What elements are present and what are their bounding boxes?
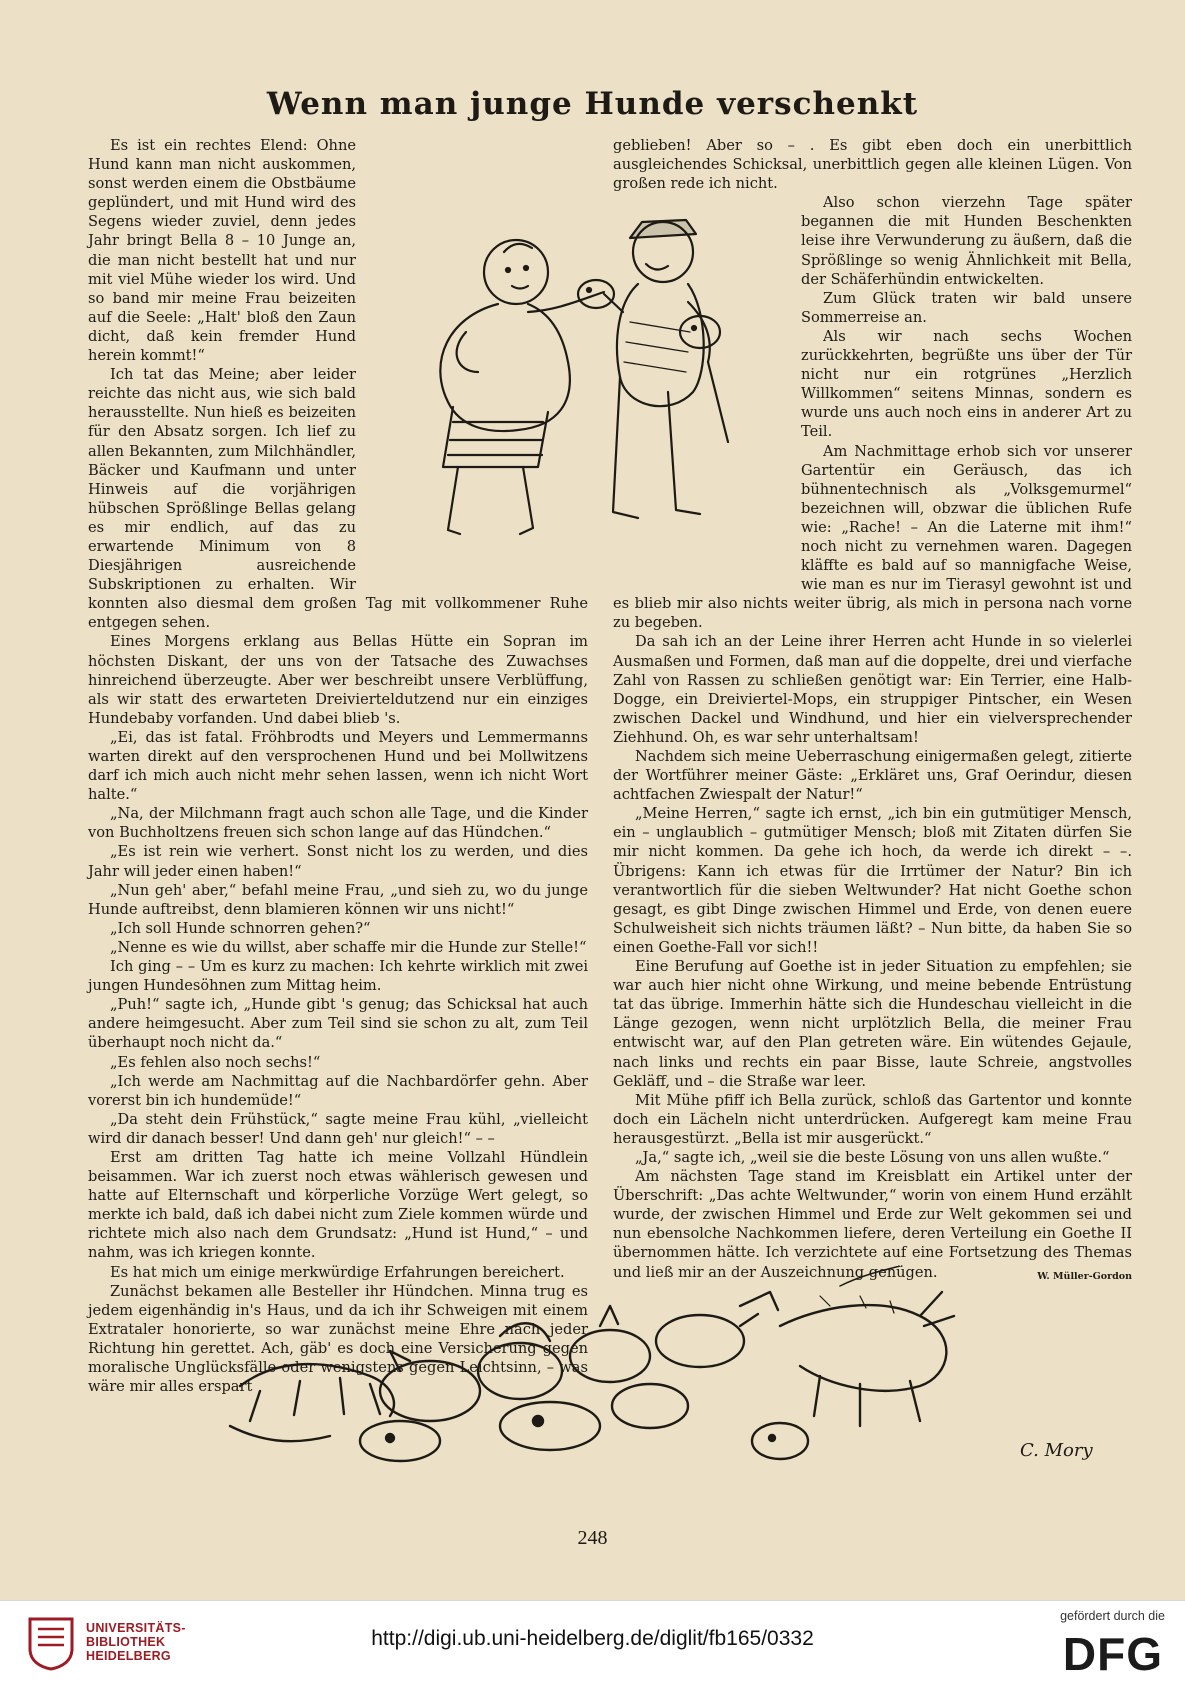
paragraph: „Da steht dein Frühstück,“ sagte meine Frau kühl, „vielleicht wird dir danach besser! Und dann geh' nur gleich!“ – – xyxy=(88,1110,588,1147)
paragraph: Also schon vierzehn Tage später begannen die mit Hunden Beschenkten leise ihre Verwunderung zu äußern, daß die Sprößlinge so wenig Ähnlichkeit mit Bella, der Schäferhündin entwickelten. xyxy=(801,194,1132,288)
paragraph: geblieben! Aber so – . Es gibt eben doch ein unerbittlich ausgleichendes Schicksal, unerbittlich gegen alle kleinen Lügen. Von großen rede ich nicht. xyxy=(613,137,1132,193)
paragraph: Eine Berufung auf Goethe ist in jeder Situation zu empfehlen; sie war auch hier nicht ohne Wirkung, und meine bebende Entrüstung tat das übrige. Immerhin hätte sich die Hundeschau vielleicht in die Länge gezogen, wenn nicht urplötzlich Bella, die meiner Frau entwischt war, auf den Plan getreten wäre. Ein wütendes Gejaule, nach links und rechts ein paar Bisse, laute Schreie, angstvolles Gekläff, und – die Straße war leer. xyxy=(613,958,1132,1090)
paragraph: Ich ging – – Um es kurz zu machen: Ich kehrte wirklich mit zwei jungen Hundesöhnen zum Mittag heim. xyxy=(88,958,588,995)
article-title: Wenn man junge Hunde verschenkt xyxy=(266,86,919,122)
left-column xyxy=(88,136,588,1396)
source-url-link[interactable]: http://digi.ub.uni-heidelberg.de/diglit/fb165/0332 xyxy=(371,1627,814,1650)
paragraph: „Ei, das ist fatal. Fröhbrodts und Meyers und Lemmermanns warten direkt auf den versprochenen Hund und bei Mollwitzens darf ich mich auch nicht mehr sehen lassen, wenn ich nicht Wort halte.“ xyxy=(88,728,588,804)
page-number: 248 xyxy=(577,1527,608,1549)
paragraph: „Ja,“ sagte ich, „weil sie die beste Lösung von uns allen wußte.“ xyxy=(635,1148,1110,1166)
paragraph: „Nun geh' aber,“ befahl meine Frau, „und sieh zu, wo du junge Hunde auftreibst, denn blamieren können wir uns nicht!“ xyxy=(88,881,588,918)
paragraph: „Na, der Milchmann fragt auch schon alle Tage, und die Kinder von Buchholtzens freuen sich schon lange auf das Hündchen.“ xyxy=(88,805,588,842)
dfg-logo: DFG xyxy=(1062,1628,1163,1680)
paragraph: Es ist ein rechtes Elend: Ohne Hund kann man nicht auskommen, sonst werden einem die Obstbäume geplündert, und mit Hund wird des Segens wieder zuviel, denn jedes Jahr bringt Bella 8 – 10 Junge an, die man nicht bestellt hat und nur mit viel Mühe wieder los wird. Und so band mir meine Frau beizeiten auf die Seele: „Halt' bloß den Zaun dicht, daß kein fremder Hund herein kommt!“ xyxy=(88,137,356,365)
paragraph: „Es fehlen also noch sechs!“ xyxy=(110,1053,321,1071)
paragraph: „Nenne es wie du willst, aber schaffe mir die Hunde zur Stelle!“ xyxy=(110,938,587,956)
illustration-spacer-right xyxy=(595,237,791,582)
paragraph: „Ich soll Hunde schnorren gehen?“ xyxy=(110,919,371,937)
right-column xyxy=(613,136,1132,1286)
footer-bar xyxy=(0,1600,1185,1689)
paragraph-text: Am nächsten Tage stand im Kreisblatt ein Artikel unter der Überschrift: „Das achte Weltwunder,“ worin von einem Hund erzählt wurde, der zwischen Himmel und Erde zur Welt gekommen sei und nun ebensolche Nachkommen liefere, deren Verteilung ein Goethe II übernommen hätte. Ich verzichtete auf eine Fortsetzung des Themas und ließ mir an der Auszeichnung genügen. xyxy=(613,1168,1132,1281)
institution-line: UNIVERSITÄTS- xyxy=(86,1621,186,1635)
illustration-signature: C. Mory xyxy=(1020,1440,1093,1461)
institution-line: HEIDELBERG xyxy=(86,1649,171,1663)
paragraph: Erst am dritten Tag hatte ich meine Vollzahl Hündlein beisammen. War ich zuerst noch etwas wählerisch gewesen und hatte auf Elternschaft und körperliche Vorzüge Wert gelegt, so merkte ich bald, daß ich dabei nicht zum Ziele kommen würde und richtete mich also nach dem Grundsatz: „Hund ist Hund,“ – und nahm, was ich kriegen konnte. xyxy=(88,1148,588,1262)
paragraph: „Meine Herren,“ sagte ich ernst, „ich bin ein gutmütiger Mensch, ein – unglaublich – gutmütiger Mensch; bloß mit Zitaten dürfen Sie mir nicht kommen. Da gehe ich hoch, da werde ich direkt – –. Übrigens: Kann ich etwas für die Irrtümer der Natur? Bin ich verantwortlich für die sieben Weltwunder? Hat nicht Goethe schon gesagt, es gibt Dinge zwischen Himmel und Erde, von denen euere Schulweisheit sich nichts träumen läßt? – Nun bitte, da haben Sie so einen Goethe-Fall vor sich!! xyxy=(613,805,1132,956)
institution-line: BIBLIOTHEK xyxy=(86,1635,166,1649)
paragraph: Zum Glück traten wir bald unsere Sommerreise an. xyxy=(801,289,1132,326)
paragraph: Eines Morgens erklang aus Bellas Hütte ein Sopran im höchsten Diskant, der uns von der Tatsache des Zuwachses hinreichend überzeugte. Aber wer beschreibt unsere Verblüffung, als wir statt des erwarteten Dreivierteldutzend nur ein einziges Hundebaby vorfanden. Und dabei blieb 's. xyxy=(88,633,588,727)
illustration-spacer-left xyxy=(366,188,602,578)
paragraph: „Puh!“ sagte ich, „Hunde gibt 's genug; das Schicksal hat auch andere heimgesucht. Aber zum Teil sind sie schon zu alt, zum Teil überhaupt noch nicht da.“ xyxy=(88,996,588,1052)
paragraph: Als wir nach sechs Wochen zurückkehrten, begrüßte uns über der Tür nicht nur ein rotgrünes „Herzlich Willkommen“ seitens Minnas, sondern es wurde uns auch noch eins in anderer Art zu Teil. xyxy=(801,327,1132,441)
paragraph: „Ich werde am Nachmittag auf die Nachbardörfer gehn. Aber vorerst bin ich hundemüde!“ xyxy=(88,1072,588,1109)
paragraph: Zunächst bekamen alle Besteller ihr Hündchen. Minna trug es jedem eigenhändig in's Haus, und da ich ihr Schweigen mit einem Extrataler honorierte, so war zunächst meine Ehre nach jeder Richtung hin gerettet. Ach, gäb' es doch eine Versicherung gegen moralische Unglücksfälle oder wenigstens gegen Leichtsinn, – was wäre mir alles erspart xyxy=(88,1282,588,1396)
author-signature: W. Müller-Gordon xyxy=(1037,1270,1132,1282)
paragraph: Ich tat das Meine; aber leider reichte das nicht aus, wie sich bald herausstellte. Nun hieß es beizeiten für den Absatz sorgen. Ich lief zu allen Bekannten, zum Milchhändler, Bäcker und Kaufmann und unter Hinweis auf die vorjährigen hübschen Sprößlinge Bellas gelang es mir endlich, auf das zu erwartende Minimum von 8 Diesjährigen ausreichende Subskriptionen zu erhalten. Wir konnten also diesmal dem großen Tag mit vollkommener Ruhe entgegen sehen. xyxy=(88,366,588,632)
paragraph: „Es ist rein wie verhert. Sonst nicht los zu werden, und dies Jahr will jeder einen haben!“ xyxy=(88,843,588,880)
paragraph: Da sah ich an der Leine ihrer Herren acht Hunde in so vielerlei Ausmaßen und Formen, daß man auf die doppelte, drei und vierfache Zahl von Rassen zu schließen genötigt war: Ein Terrier, eine Halb-Dogge, ein Dreiviertel-Mops, ein struppiger Pintscher, ein Wesen zwischen Dackel und Windhund, und hier ein vielversprechender Ziehhund. Oh, es war sehr unterhaltsam! xyxy=(613,633,1132,746)
dog-frieze-illustration xyxy=(220,1266,1150,1476)
paragraph: Nachdem sich meine Ueberraschung einigermaßen gelegt, zitierte der Wortführer meiner Gäste: „Erkläret uns, Graf Oerindur, diesen achtfachen Zwiespalt der Natur!“ xyxy=(613,748,1132,804)
paragraph: Es hat mich um einige merkwürdige Erfahrungen bereichert. xyxy=(110,1263,565,1281)
funding-label: gefördert durch die xyxy=(1060,1609,1165,1623)
paragraph: Am Nachmittage erhob sich vor unserer Gartentür ein Geräusch, das ich bühnentechnisch als „Volksgemurmel“ bezeichnen will, obzwar die üblichen Rufe wie: „Rache! – An die Laterne mit ihm!“ noch nicht zu vernehmen waren. Dagegen kläffte es bald auf so mannigfache Weise, wie man es nur im Tierasyl gewohnt ist und es blieb mir also nichts weiter übrig, als mich in persona nach vorne zu begeben. xyxy=(613,442,1132,632)
paragraph: Mit Mühe pfiff ich Bella zurück, schloß das Gartentor und konnte doch ein Lächeln nicht unterdrücken. Aufgeregt kam meine Frau herausgestürzt. „Bella ist mir ausgerückt.“ xyxy=(613,1091,1132,1147)
paragraph xyxy=(613,1167,1132,1282)
